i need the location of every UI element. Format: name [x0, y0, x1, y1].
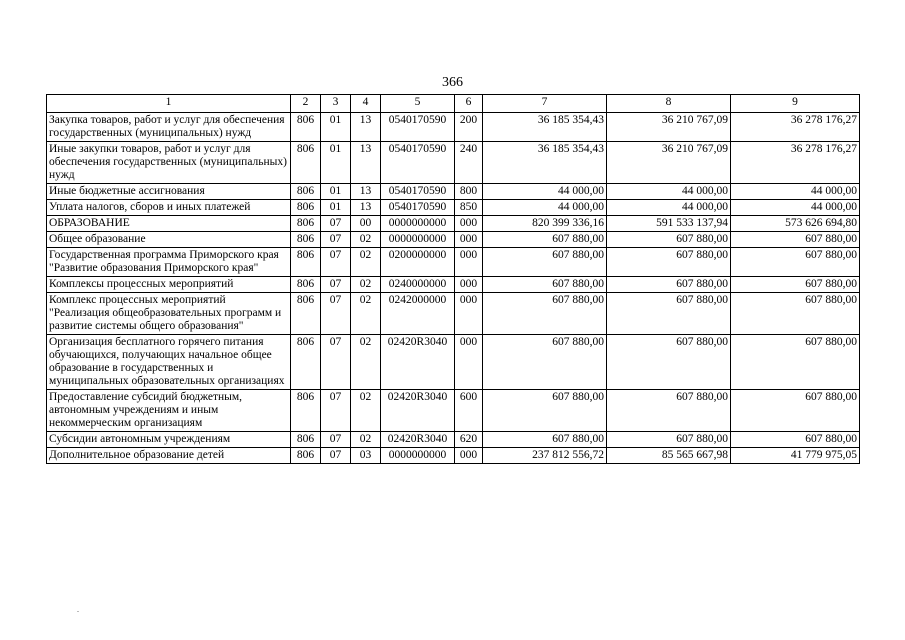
amount-col-9: 607 880,00	[731, 335, 860, 390]
amount-col-9: 607 880,00	[731, 390, 860, 432]
amount-col-8: 607 880,00	[607, 390, 731, 432]
header-cell: 3	[321, 95, 351, 113]
header-cell: 8	[607, 95, 731, 113]
amount-col-8: 36 210 767,09	[607, 142, 731, 184]
table-row	[47, 200, 860, 216]
table-row	[47, 142, 860, 184]
amount-col-7: 607 880,00	[483, 335, 607, 390]
ministry-code: 806	[291, 448, 321, 464]
amount-col-7: 820 399 336,16	[483, 216, 607, 232]
section-code: 07	[321, 293, 351, 335]
row-name: Субсидии автономным учреждениям	[47, 432, 291, 448]
subsection-code: 03	[351, 448, 381, 464]
amount-col-7: 607 880,00	[483, 248, 607, 277]
header-cell: 2	[291, 95, 321, 113]
row-name: Предоставление субсидий бюджетным, автономным учреждениям и иным некоммерческим организациям	[47, 390, 291, 432]
amount-col-8: 44 000,00	[607, 200, 731, 216]
target-code: 0540170590	[381, 184, 455, 200]
subsection-code: 02	[351, 232, 381, 248]
table-row	[47, 293, 860, 335]
amount-col-7: 237 812 556,72	[483, 448, 607, 464]
section-code: 07	[321, 335, 351, 390]
table-row	[47, 232, 860, 248]
ministry-code: 806	[291, 184, 321, 200]
amount-col-8: 607 880,00	[607, 432, 731, 448]
section-code: 07	[321, 277, 351, 293]
amount-col-9: 607 880,00	[731, 248, 860, 277]
target-code: 02420R3040	[381, 432, 455, 448]
section-code: 07	[321, 248, 351, 277]
subsection-code: 02	[351, 248, 381, 277]
table-row	[47, 390, 860, 432]
ministry-code: 806	[291, 113, 321, 142]
amount-col-7: 607 880,00	[483, 232, 607, 248]
amount-col-8: 607 880,00	[607, 248, 731, 277]
amount-col-8: 36 210 767,09	[607, 113, 731, 142]
amount-col-7: 36 185 354,43	[483, 113, 607, 142]
amount-col-7: 44 000,00	[483, 184, 607, 200]
ministry-code: 806	[291, 200, 321, 216]
ministry-code: 806	[291, 390, 321, 432]
amount-col-8: 607 880,00	[607, 293, 731, 335]
ministry-code: 806	[291, 216, 321, 232]
ministry-code: 806	[291, 232, 321, 248]
table-row	[47, 113, 860, 142]
subsection-code: 02	[351, 390, 381, 432]
amount-col-8: 607 880,00	[607, 232, 731, 248]
amount-col-7: 44 000,00	[483, 200, 607, 216]
amount-col-7: 607 880,00	[483, 293, 607, 335]
section-code: 01	[321, 184, 351, 200]
amount-col-9: 36 278 176,27	[731, 113, 860, 142]
row-name: Дополнительное образование детей	[47, 448, 291, 464]
subsection-code: 00	[351, 216, 381, 232]
header-cell: 7	[483, 95, 607, 113]
amount-col-7: 607 880,00	[483, 390, 607, 432]
table-row	[47, 184, 860, 200]
amount-col-9: 44 000,00	[731, 184, 860, 200]
subsection-code: 02	[351, 335, 381, 390]
header-row	[47, 95, 860, 113]
expense-type-code: 000	[455, 232, 483, 248]
subsection-code: 02	[351, 432, 381, 448]
target-code: 0540170590	[381, 142, 455, 184]
header-cell: 4	[351, 95, 381, 113]
target-code: 0540170590	[381, 200, 455, 216]
amount-col-9: 607 880,00	[731, 293, 860, 335]
ministry-code: 806	[291, 248, 321, 277]
subsection-code: 13	[351, 113, 381, 142]
amount-col-7: 607 880,00	[483, 432, 607, 448]
ministry-code: 806	[291, 142, 321, 184]
amount-col-8: 591 533 137,94	[607, 216, 731, 232]
scan-speck	[77, 611, 79, 612]
header-cell: 6	[455, 95, 483, 113]
section-code: 07	[321, 216, 351, 232]
amount-col-8: 607 880,00	[607, 277, 731, 293]
amount-col-9: 607 880,00	[731, 232, 860, 248]
amount-col-9: 44 000,00	[731, 200, 860, 216]
header-cell: 5	[381, 95, 455, 113]
row-name: Общее образование	[47, 232, 291, 248]
expense-type-code: 000	[455, 335, 483, 390]
page-number: 366	[442, 75, 463, 90]
section-code: 07	[321, 390, 351, 432]
amount-col-7: 36 185 354,43	[483, 142, 607, 184]
table-row	[47, 448, 860, 464]
row-name: ОБРАЗОВАНИЕ	[47, 216, 291, 232]
section-code: 01	[321, 200, 351, 216]
subsection-code: 13	[351, 142, 381, 184]
row-name: Уплата налогов, сборов и иных платежей	[47, 200, 291, 216]
row-name: Комплекс процессных мероприятий "Реализация общеобразовательных программ и развитие системы общего образования"	[47, 293, 291, 335]
expense-type-code: 000	[455, 216, 483, 232]
target-code: 0000000000	[381, 448, 455, 464]
section-code: 07	[321, 432, 351, 448]
expense-type-code: 000	[455, 248, 483, 277]
amount-col-9: 36 278 176,27	[731, 142, 860, 184]
row-name: Иные бюджетные ассигнования	[47, 184, 291, 200]
table-row	[47, 432, 860, 448]
ministry-code: 806	[291, 432, 321, 448]
target-code: 02420R3040	[381, 335, 455, 390]
amount-col-8: 607 880,00	[607, 335, 731, 390]
expense-type-code: 620	[455, 432, 483, 448]
expense-type-code: 200	[455, 113, 483, 142]
expense-type-code: 850	[455, 200, 483, 216]
expense-type-code: 800	[455, 184, 483, 200]
table-row	[47, 248, 860, 277]
budget-table	[46, 94, 860, 464]
row-name: Иные закупки товаров, работ и услуг для обеспечения государственных (муниципальных) нужд	[47, 142, 291, 184]
target-code: 0000000000	[381, 232, 455, 248]
row-name: Комплексы процессных мероприятий	[47, 277, 291, 293]
amount-col-9: 607 880,00	[731, 277, 860, 293]
subsection-code: 02	[351, 293, 381, 335]
section-code: 01	[321, 113, 351, 142]
amount-col-9: 41 779 975,05	[731, 448, 860, 464]
subsection-code: 13	[351, 200, 381, 216]
ministry-code: 806	[291, 293, 321, 335]
amount-col-9: 607 880,00	[731, 432, 860, 448]
row-name: Организация бесплатного горячего питания обучающихся, получающих начальное общее образование в государственных и муниципальных образовательных организациях	[47, 335, 291, 390]
header-cell: 9	[731, 95, 860, 113]
expense-type-code: 000	[455, 448, 483, 464]
amount-col-9: 573 626 694,80	[731, 216, 860, 232]
section-code: 07	[321, 448, 351, 464]
expense-type-code: 000	[455, 293, 483, 335]
subsection-code: 13	[351, 184, 381, 200]
target-code: 0000000000	[381, 216, 455, 232]
ministry-code: 806	[291, 335, 321, 390]
header-cell: 1	[47, 95, 291, 113]
table-row	[47, 216, 860, 232]
ministry-code: 806	[291, 277, 321, 293]
target-code: 0242000000	[381, 293, 455, 335]
row-name: Закупка товаров, работ и услуг для обеспечения государственных (муниципальных) нужд	[47, 113, 291, 142]
expense-type-code: 000	[455, 277, 483, 293]
amount-col-7: 607 880,00	[483, 277, 607, 293]
target-code: 0200000000	[381, 248, 455, 277]
section-code: 01	[321, 142, 351, 184]
table-row	[47, 335, 860, 390]
expense-type-code: 240	[455, 142, 483, 184]
target-code: 0240000000	[381, 277, 455, 293]
section-code: 07	[321, 232, 351, 248]
target-code: 0540170590	[381, 113, 455, 142]
amount-col-8: 85 565 667,98	[607, 448, 731, 464]
row-name: Государственная программа Приморского края "Развитие образования Приморского края"	[47, 248, 291, 277]
table-row	[47, 277, 860, 293]
amount-col-8: 44 000,00	[607, 184, 731, 200]
target-code: 02420R3040	[381, 390, 455, 432]
subsection-code: 02	[351, 277, 381, 293]
expense-type-code: 600	[455, 390, 483, 432]
